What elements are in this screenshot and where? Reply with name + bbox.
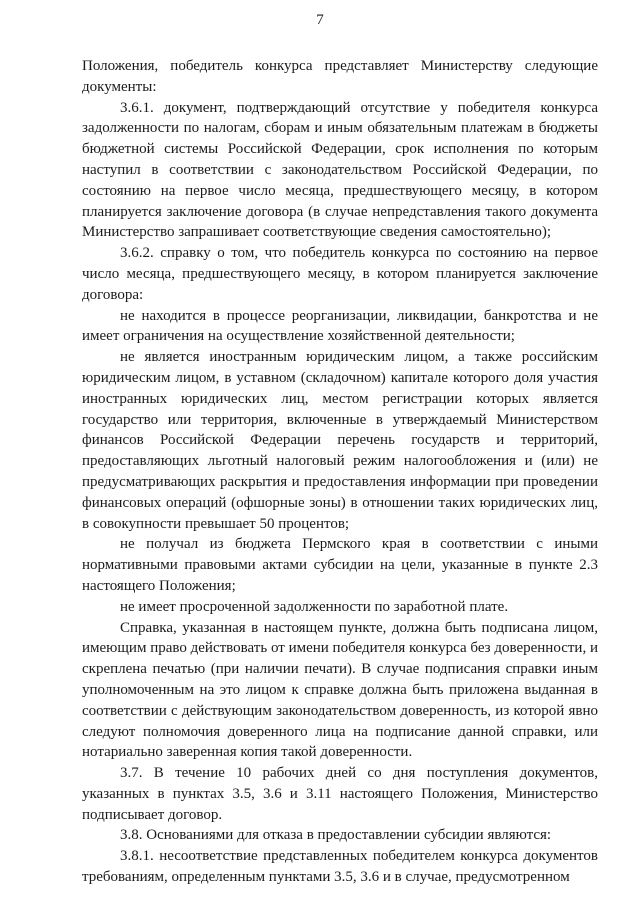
page-number: 7: [316, 12, 324, 28]
document-body: [82, 56, 598, 888]
paragraph: Положения, победитель конкурса представляет Министерству следующие документы:: [82, 58, 598, 95]
paragraph: 3.8. Основаниями для отказа в предоставлении субсидии являются:: [120, 827, 552, 844]
paragraph: не имеет просроченной задолженности по заработной плате.: [120, 598, 509, 615]
paragraph: 3.6.1. документ, подтверждающий отсутствие у победителя конкурса задолженности по налогам, сборам и иным обязательным платежам в бюджеты бюджетной системы Российской Федерации, срок исполнения по которым наступил в соответствии с законодательством Российской Федерации, по состоянию на первое число месяца, предшествующего месяцу, в котором планируется заключение договора (в случае непредставления такого документа Министерство запрашивает соответствующие сведения самостоятельно);: [82, 99, 598, 241]
paragraph: 3.6.2. справку о том, что победитель конкурса по состоянию на первое число месяца, предшествующего месяцу, в котором планируется заключение договора:: [82, 245, 598, 303]
paragraph: 3.8.1. несоответствие представленных победителем конкурса документов требованиям, определенным пунктами 3.5, 3.6 и в случае, предусмотренном: [82, 848, 598, 886]
paragraph: не находится в процессе реорганизации, ликвидации, банкротства и не имеет ограничения на осуществление хозяйственной деятельности;: [82, 307, 598, 345]
paragraph: не получал из бюджета Пермского края в соответствии с иными нормативными правовыми актами субсидии на цели, указанные в пункте 2.3 настоящего Положения;: [82, 536, 598, 594]
paragraph: не является иностранным юридическим лицом, а также российским юридическим лицом, в уставном (складочном) капитале которого доля участия иностранных юридических лиц, местом регистрации которых является государство или территория, включенные в утверждаемый Министерством финансов Российской Федерации перечень государств и территорий, предоставляющих льготный налоговый режим налогообложения и (или) не предусматривающих раскрытия и предоставления информации при проведении финансовых операций (офшорные зоны) в отношении таких юридических лиц, в совокупности превышает 50 процентов;: [82, 349, 598, 532]
paragraph: Справка, указанная в настоящем пункте, должна быть подписана лицом, имеющим право действовать от имени победителя конкурса без доверенности, и скреплена печатью (при наличии печати). В случае подписания справки иным уполномоченным на это лицом к справке должна быть приложена выданная в соответствии с действующим законодательством доверенность, из которой явно следуют полномочия доверенного лица на подписание данной справки, или нотариально заверенная копия такой доверенности.: [82, 619, 598, 761]
paragraph: 3.7. В течение 10 рабочих дней со дня поступления документов, указанных в пунктах 3.5, 3.6 и 3.11 настоящего Положения, Министерство подписывает договор.: [82, 765, 598, 823]
